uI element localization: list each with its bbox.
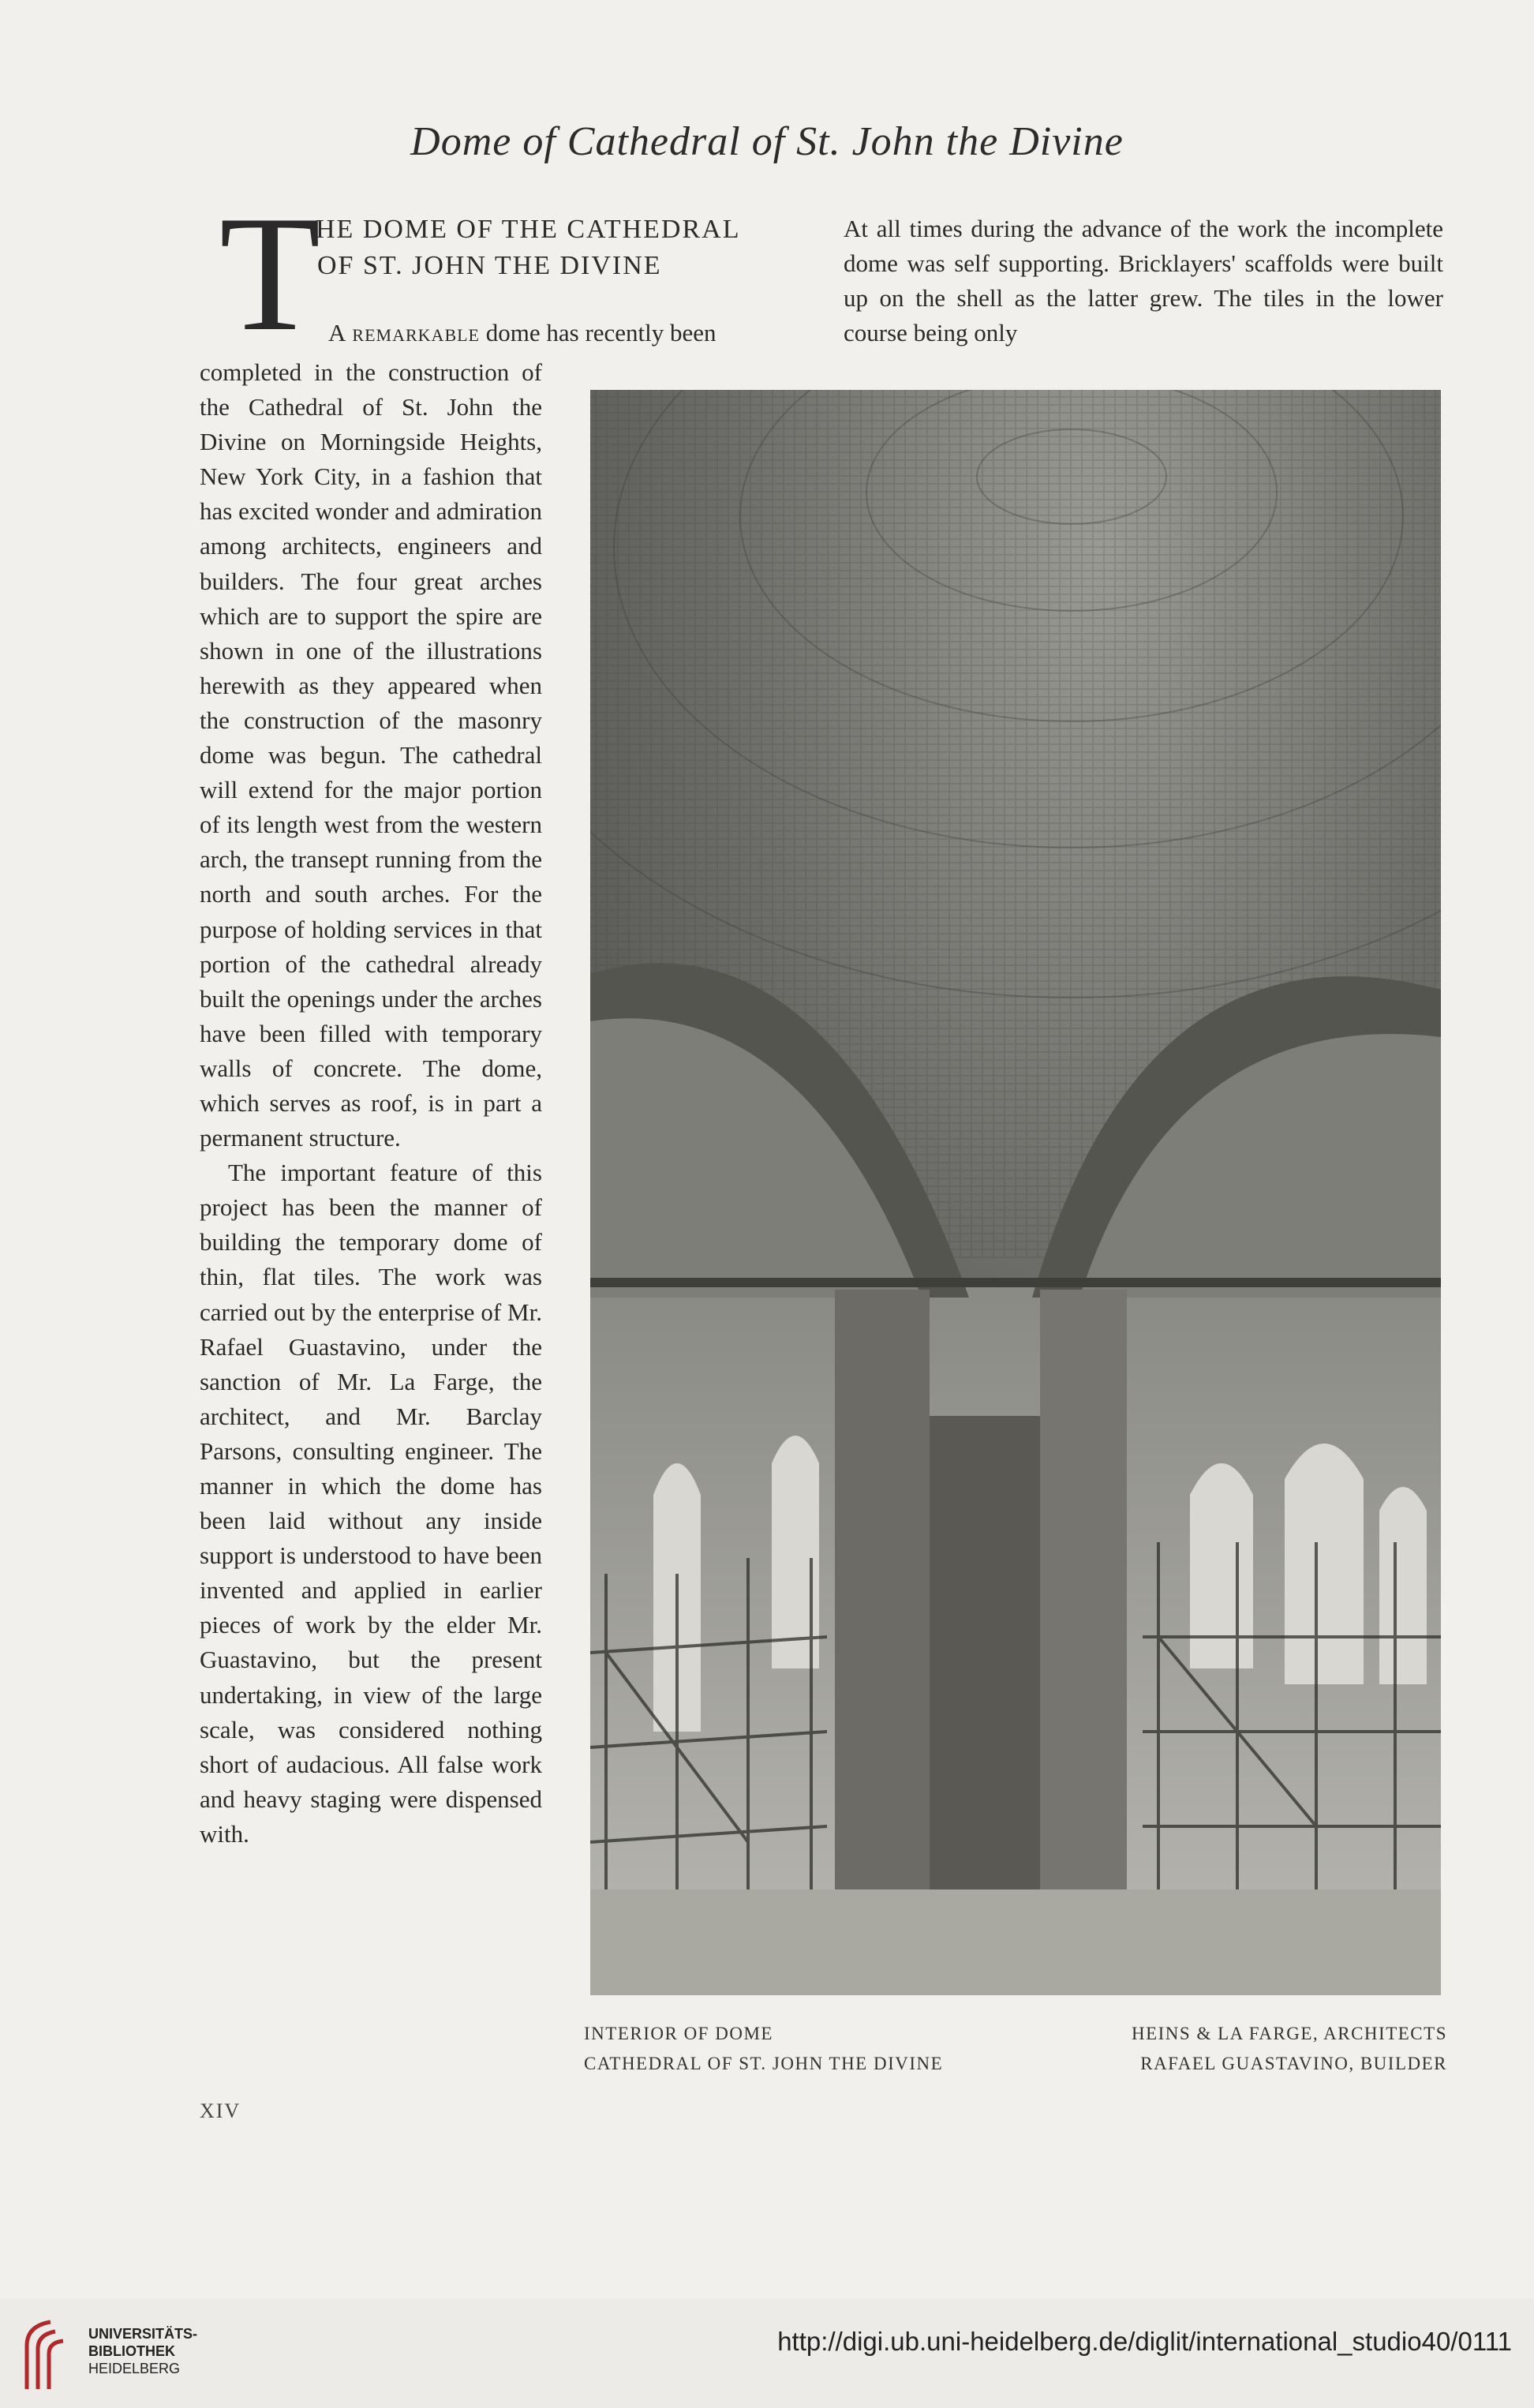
caption-right-line-2: RAFAEL GUASTAVINO, BUILDER (1140, 2054, 1447, 2073)
article-heading-line-1: HE DOME OF THE CATHEDRAL (316, 215, 741, 244)
left-paragraph-2: The important feature of this project has been the manner of building the temporary dome of thin, flat tiles. The work was carried out by the enterprise of Mr. Rafael Guastavino, under the sanction of Mr. La Farge, the architect, and Mr. Barclay Parsons, consulting engineer. The manner in which the dome has been laid without any inside support is understood to have been invented and applied in earlier pieces of work by the elder Mr. Guastavino, but the present undertaking, in view of the large scale, was considered nothing short of audacious. All false work and heavy staging were dispensed with. (200, 1159, 542, 1848)
caption-left-line-1: INTERIOR OF DOME (584, 2024, 773, 2043)
right-paragraph: At all times during the advance of the work the incomplete dome was self supporting. Bricklayers' scaffolds were built up on the shell as the latter grew. The tiles in the lower course being only (844, 215, 1443, 346)
right-column (844, 212, 1443, 350)
figure-caption-left (584, 2019, 1057, 2079)
library-name-line-3: HEIDELBERG (88, 2361, 181, 2376)
article-heading-line-2: OF ST. JOHN THE DIVINE (317, 251, 662, 280)
dome-interior-photo (590, 390, 1441, 1995)
library-name-line-1: UNIVERSITÄTS- (88, 2326, 198, 2342)
digitization-footer (0, 2298, 1534, 2408)
lead-rest: dome has recently been (480, 319, 716, 346)
library-logo-icon (19, 2314, 82, 2393)
left-column (200, 355, 542, 1852)
drop-cap: T (219, 182, 321, 365)
library-name (88, 2325, 197, 2377)
caption-right-line-1: HEINS & LA FARGE, ARCHITECTS (1131, 2024, 1447, 2043)
lead-smallcaps: A remarkable (328, 319, 480, 346)
running-title: Dome of Cathedral of St. John the Divine (410, 119, 1124, 164)
page-number: XIV (200, 2099, 241, 2122)
left-paragraph-1: completed in the construction of the Cathedral of St. John the Divine on Morningside Heights, New York City, in a fashion that has excited wonder and admiration among architects, engineers and builders. The four great arches which are to support the spire are shown in one of the illustrations herewith as they appeared when the construction of the masonry dome was begun. The cathedral will extend for the major portion of its length west from the western arch, the transept running from the north and south arches. For the purpose of holding services in that portion of the cathedral already built the openings under the arches have been filled with temporary walls of concrete. The dome, which serves as roof, is in part a permanent structure. (200, 358, 542, 1152)
lead-line (328, 316, 811, 350)
caption-left-line-2: CATHEDRAL OF ST. JOHN THE DIVINE (584, 2054, 944, 2073)
source-url-link[interactable]: http://digi.ub.uni-heidelberg.de/diglit/international_studio40/0111 (777, 2327, 1512, 2356)
figure-caption-right (1026, 2019, 1447, 2079)
article-heading (316, 212, 829, 284)
library-name-line-2: BIBLIOTHEK (88, 2343, 175, 2359)
